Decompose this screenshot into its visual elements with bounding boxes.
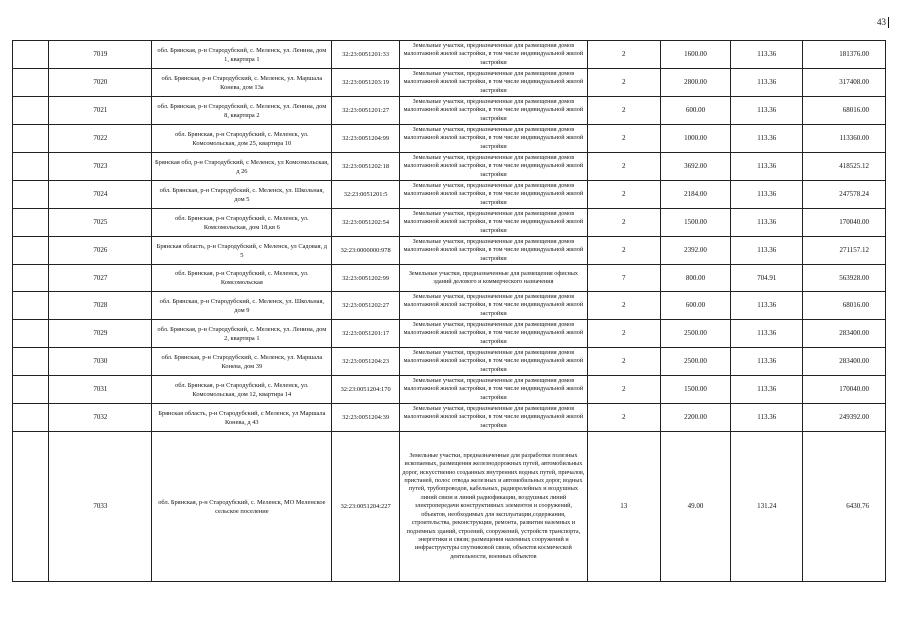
blank-cell xyxy=(13,69,49,97)
blank-cell xyxy=(13,153,49,181)
address-cell: обл. Брянская, р-н Стародубский, с. Меленск, ул. Комсомольская, дом 12, квартира 14 xyxy=(152,376,332,404)
unit-price-cell: 131.24 xyxy=(731,432,803,582)
address-cell: обл. Брянская, р-н Стародубский, с. Меленск, ул. Школьная, дом 9 xyxy=(152,292,332,320)
table-row xyxy=(13,181,886,209)
cadastral-number-cell: 32:23:0000000:978 xyxy=(332,237,400,265)
table-row xyxy=(13,237,886,265)
address-cell: обл. Брянская, р-н Стародубский, с. Меленск, ул. Школьная, дом 5 xyxy=(152,181,332,209)
land-use-cell: Земельные участки, предназначенные для размещения домов малоэтажной жилой застройки, в том числе индивидуальной жилой застройки xyxy=(399,41,587,69)
table-row xyxy=(13,265,886,292)
land-use-cell: Земельные участки, предназначенные для размещения домов малоэтажной жилой застройки, в том числе индивидуальной жилой застройки xyxy=(399,237,587,265)
blank-cell xyxy=(13,125,49,153)
land-use-cell: Земельные участки, предназначенные для размещения домов малоэтажной жилой застройки, в том числе индивидуальной жилой застройки xyxy=(399,153,587,181)
table-row xyxy=(13,292,886,320)
land-use-cell: Земельные участки, предназначенные для размещения домов малоэтажной жилой застройки, в том числе индивидуальной жилой застройки xyxy=(399,125,587,153)
cadastral-number-cell: 32:23:0051204:23 xyxy=(332,348,400,376)
row-id-cell: 7019 xyxy=(49,41,152,69)
row-id-cell: 7031 xyxy=(49,376,152,404)
table-row xyxy=(13,69,886,97)
table-row xyxy=(13,97,886,125)
cadastral-value-cell: 271157.12 xyxy=(803,237,886,265)
table-row xyxy=(13,209,886,237)
cadastral-number-cell: 32:23:0051202:99 xyxy=(332,265,400,292)
row-id-cell: 7032 xyxy=(49,404,152,432)
group-cell: 2 xyxy=(587,237,660,265)
cadastral-value-cell: 181376.00 xyxy=(803,41,886,69)
cadastral-number-cell: 32:23:0051204:39 xyxy=(332,404,400,432)
cadastral-value-cell: 249392.00 xyxy=(803,404,886,432)
cadastral-number-cell: 32:23:0051202:27 xyxy=(332,292,400,320)
land-use-cell: Земельные участки, предназначенные для размещения домов малоэтажной жилой застройки, в том числе индивидуальной жилой застройки xyxy=(399,320,587,348)
cadastral-number-cell: 32:23:0051204:170 xyxy=(332,376,400,404)
area-cell: 800.00 xyxy=(660,265,731,292)
address-cell: обл. Брянская, р-н Стародубский, с. Меленск, ул. Комсомольская, дом 18,кв 6 xyxy=(152,209,332,237)
area-cell: 1500.00 xyxy=(660,376,731,404)
land-use-cell: Земельные участки, предназначенные для размещения домов малоэтажной жилой застройки, в том числе индивидуальной жилой застройки xyxy=(399,348,587,376)
blank-cell xyxy=(13,320,49,348)
unit-price-cell: 113.36 xyxy=(731,41,803,69)
unit-price-cell: 113.36 xyxy=(731,348,803,376)
row-id-cell: 7028 xyxy=(49,292,152,320)
address-cell: Брянская область, р-н Стародубский, с Меленск, ул Маршала Конева, д 43 xyxy=(152,404,332,432)
address-cell: обл. Брянская, р-н Стародубский, с. Меленск, МО Меленское сельское поселение xyxy=(152,432,332,582)
land-use-cell: Земельные участки, предназначенные для размещения домов малоэтажной жилой застройки, в том числе индивидуальной жилой застройки xyxy=(399,209,587,237)
land-use-cell: Земельные участки, предназначенные для размещения домов малоэтажной жилой застройки, в том числе индивидуальной жилой застройки xyxy=(399,292,587,320)
cadastral-value-cell: 170040.00 xyxy=(803,376,886,404)
group-cell: 13 xyxy=(587,432,660,582)
area-cell: 2392.00 xyxy=(660,237,731,265)
area-cell: 49.00 xyxy=(660,432,731,582)
group-cell: 2 xyxy=(587,376,660,404)
unit-price-cell: 704.91 xyxy=(731,265,803,292)
row-id-cell: 7026 xyxy=(49,237,152,265)
cadastral-value-cell: 6430.76 xyxy=(803,432,886,582)
area-cell: 2184.00 xyxy=(660,181,731,209)
address-cell: обл. Брянская, р-н Стародубский, с. Меленск, ул. Комсомольская xyxy=(152,265,332,292)
address-cell: Брянская область, р-н Стародубский, с Меленск, ул Садовая, д 5 xyxy=(152,237,332,265)
land-use-cell: Земельные участки, предназначенные для размещения домов малоэтажной жилой застройки, в том числе индивидуальной жилой застройки xyxy=(399,97,587,125)
area-cell: 2200.00 xyxy=(660,404,731,432)
address-cell: обл. Брянская, р-н Стародубский, с. Меленск, ул. Ленина, дом 2, квартира 1 xyxy=(152,320,332,348)
land-use-cell: Земельные участки, предназначенные для разработки полезных ископаемых, размещения железнодорожных путей, автомобильных дорог, искусственно созданных внутренних водных путей, причалов, пристаней, полос отвода железных и автомобильных дорог, водных путей, трубопроводов, кабельных, радиорелейных и воздушных линий связи и линий радиофикации, воздушных линий электропередачи конструктивных элементов и сооружений, объектов, необходимых для эксплуатации,содержания, строительства, реконструкции, ремонта, развития наземных и подземных зданий, строений, сооружений, устройств транспорта, энергетики и связи; размещения наземных сооружений и инфраструктуры спутниковой связи, объектов космической деятельности, военных объектов xyxy=(399,432,587,582)
area-cell: 1500.00 xyxy=(660,209,731,237)
area-cell: 2500.00 xyxy=(660,320,731,348)
address-cell: обл. Брянская, р-н Стародубский, с. Меленск, ул. Маршала Конева, дом 39 xyxy=(152,348,332,376)
area-cell: 1600.00 xyxy=(660,41,731,69)
unit-price-cell: 113.36 xyxy=(731,181,803,209)
row-id-cell: 7029 xyxy=(49,320,152,348)
group-cell: 7 xyxy=(587,265,660,292)
page-edge-line xyxy=(888,17,889,28)
group-cell: 2 xyxy=(587,69,660,97)
land-use-cell: Земельные участки, предназначенные для размещения домов малоэтажной жилой застройки, в том числе индивидуальной жилой застройки xyxy=(399,376,587,404)
area-cell: 600.00 xyxy=(660,97,731,125)
unit-price-cell: 113.36 xyxy=(731,153,803,181)
group-cell: 2 xyxy=(587,209,660,237)
table-row xyxy=(13,41,886,69)
cadastral-number-cell: 32:23:0051204:227 xyxy=(332,432,400,582)
cadastral-value-cell: 113360.00 xyxy=(803,125,886,153)
cadastral-value-cell: 68016.00 xyxy=(803,292,886,320)
unit-price-cell: 113.36 xyxy=(731,320,803,348)
unit-price-cell: 113.36 xyxy=(731,69,803,97)
cadastral-value-cell: 170040.00 xyxy=(803,209,886,237)
land-use-cell: Земельные участки, предназначенные для размещения домов малоэтажной жилой застройки, в том числе индивидуальной жилой застройки xyxy=(399,69,587,97)
cadastral-value-cell: 283400.00 xyxy=(803,348,886,376)
unit-price-cell: 113.36 xyxy=(731,376,803,404)
blank-cell xyxy=(13,41,49,69)
land-use-cell: Земельные участки, предназначенные для размещения домов малоэтажной жилой застройки, в том числе индивидуальной жилой застройки xyxy=(399,404,587,432)
row-id-cell: 7023 xyxy=(49,153,152,181)
row-id-cell: 7025 xyxy=(49,209,152,237)
unit-price-cell: 113.36 xyxy=(731,404,803,432)
row-id-cell: 7024 xyxy=(49,181,152,209)
land-use-cell: Земельные участки, предназначенные для размещения офисных зданий делового и коммерческого назначения xyxy=(399,265,587,292)
blank-cell xyxy=(13,97,49,125)
address-cell: Брянская обл, р-н Стародубский, с Меленск, ул Комсомольская, д 26 xyxy=(152,153,332,181)
address-cell: обл. Брянская, р-н Стародубский, с. Меленск, ул. Ленина, дом 8, квартира 2 xyxy=(152,97,332,125)
group-cell: 2 xyxy=(587,41,660,69)
cadastral-number-cell: 32:23:0051201:5 xyxy=(332,181,400,209)
page-number: 43 xyxy=(877,17,886,27)
cadastral-number-cell: 32:23:0051202:18 xyxy=(332,153,400,181)
group-cell: 2 xyxy=(587,97,660,125)
group-cell: 2 xyxy=(587,181,660,209)
group-cell: 2 xyxy=(587,320,660,348)
cadastral-number-cell: 32:23:0051204:99 xyxy=(332,125,400,153)
row-id-cell: 7022 xyxy=(49,125,152,153)
cadastral-number-cell: 32:23:0051203:19 xyxy=(332,69,400,97)
unit-price-cell: 113.36 xyxy=(731,209,803,237)
group-cell: 2 xyxy=(587,348,660,376)
table-row xyxy=(13,153,886,181)
table-row xyxy=(13,432,886,582)
unit-price-cell: 113.36 xyxy=(731,125,803,153)
row-id-cell: 7027 xyxy=(49,265,152,292)
cadastral-number-cell: 32:23:0051201:27 xyxy=(332,97,400,125)
blank-cell xyxy=(13,265,49,292)
cadastral-value-cell: 563928.00 xyxy=(803,265,886,292)
table-row xyxy=(13,320,886,348)
area-cell: 1000.00 xyxy=(660,125,731,153)
group-cell: 2 xyxy=(587,125,660,153)
unit-price-cell: 113.36 xyxy=(731,292,803,320)
address-cell: обл. Брянская, р-н Стародубский, с. Меленск, ул. Ленина, дом 1, квартира 1 xyxy=(152,41,332,69)
cadastral-value-cell: 68016.00 xyxy=(803,97,886,125)
cadastral-number-cell: 32:23:0051202:54 xyxy=(332,209,400,237)
land-parcels-table xyxy=(12,40,886,582)
land-use-cell: Земельные участки, предназначенные для размещения домов малоэтажной жилой застройки, в том числе индивидуальной жилой застройки xyxy=(399,181,587,209)
area-cell: 2500.00 xyxy=(660,348,731,376)
group-cell: 2 xyxy=(587,292,660,320)
cadastral-value-cell: 317408.00 xyxy=(803,69,886,97)
table-row xyxy=(13,376,886,404)
cadastral-value-cell: 247578.24 xyxy=(803,181,886,209)
blank-cell xyxy=(13,432,49,582)
group-cell: 2 xyxy=(587,404,660,432)
group-cell: 2 xyxy=(587,153,660,181)
unit-price-cell: 113.36 xyxy=(731,237,803,265)
address-cell: обл. Брянская, р-н Стародубский, с. Меленск, ул. Комсомольская, дом 25, квартира 10 xyxy=(152,125,332,153)
unit-price-cell: 113.36 xyxy=(731,97,803,125)
blank-cell xyxy=(13,376,49,404)
blank-cell xyxy=(13,348,49,376)
row-id-cell: 7020 xyxy=(49,69,152,97)
blank-cell xyxy=(13,209,49,237)
row-id-cell: 7021 xyxy=(49,97,152,125)
area-cell: 600.00 xyxy=(660,292,731,320)
area-cell: 2800.00 xyxy=(660,69,731,97)
blank-cell xyxy=(13,181,49,209)
row-id-cell: 7033 xyxy=(49,432,152,582)
area-cell: 3692.00 xyxy=(660,153,731,181)
cadastral-value-cell: 418525.12 xyxy=(803,153,886,181)
address-cell: обл. Брянская, р-н Стародубский, с. Меленск, ул. Маршала Конева, дом 13а xyxy=(152,69,332,97)
cadastral-number-cell: 32:23:0051201:17 xyxy=(332,320,400,348)
blank-cell xyxy=(13,237,49,265)
blank-cell xyxy=(13,404,49,432)
table-row xyxy=(13,404,886,432)
blank-cell xyxy=(13,292,49,320)
cadastral-value-cell: 283400.00 xyxy=(803,320,886,348)
table-row xyxy=(13,348,886,376)
table-row xyxy=(13,125,886,153)
cadastral-number-cell: 32:23:0051201:33 xyxy=(332,41,400,69)
row-id-cell: 7030 xyxy=(49,348,152,376)
